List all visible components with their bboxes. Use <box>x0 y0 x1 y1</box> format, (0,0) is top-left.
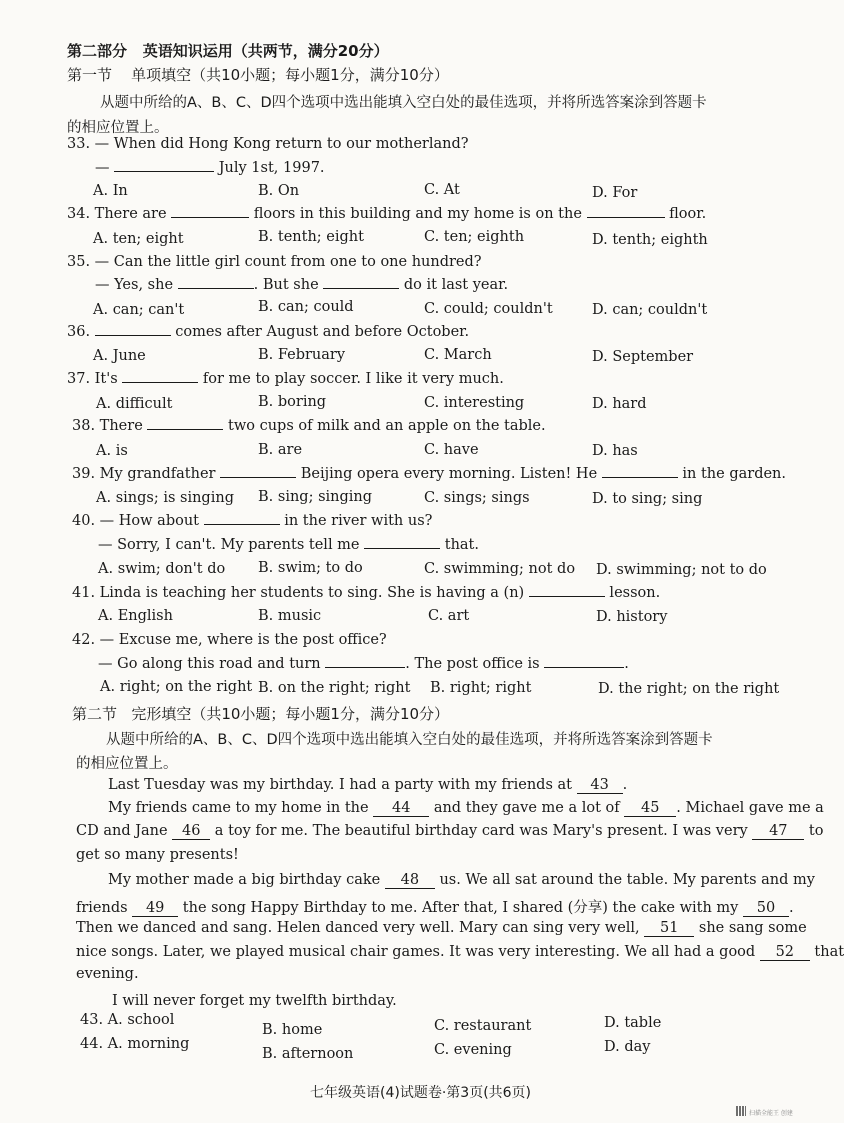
passage-line: I will never forget my twelfth birthday. <box>112 993 397 1009</box>
question-34: 34. There are floors in this building and my home is on the floor. <box>67 206 707 222</box>
q40-option-b: B. swim; to do <box>258 560 363 576</box>
q34-option-b: B. tenth; eight <box>258 229 364 245</box>
q40-option-c: C. swimming; not do <box>424 561 576 577</box>
blank <box>114 171 214 172</box>
q36-option-a: A. June <box>93 348 146 364</box>
passage-line: evening. <box>76 966 139 982</box>
q35-option-a: A. can; can't <box>93 302 185 318</box>
q39-option-d: D. to sing; sing <box>592 491 703 507</box>
q37-option-a: A. difficult <box>96 396 173 412</box>
q42-option-a: A. right; on the right <box>100 679 253 695</box>
passage-line: My friends came to my home in the 44 and they gave me a lot of 45 . Michael gave me a <box>108 800 824 816</box>
passage-line: Then we danced and sang. Helen danced very well. Mary can sing very well, 51 she sang some <box>76 920 807 936</box>
question-38: 38. There two cups of milk and an apple on the table. <box>72 418 546 434</box>
passage-line: get so many presents! <box>76 847 239 863</box>
section1-instruction-cont: 的相应位置上。 <box>67 120 169 136</box>
question-40: 40. — How about in the river with us? <box>72 513 433 529</box>
question-33: 33. — When did Hong Kong return to our motherland? <box>67 136 469 152</box>
q38-option-c: C. have <box>424 442 479 458</box>
q34-option-c: C. ten; eighth <box>424 229 525 245</box>
q39-option-b: B. sing; singing <box>258 489 373 505</box>
q33-option-b: B. On <box>258 183 300 199</box>
q34-option-a: A. ten; eight <box>93 231 184 247</box>
question-35: 35. — Can the little girl count from one to one hundred? <box>67 254 482 270</box>
section1-heading: 第一节 单项填空（共10小题；每小题1分，满分10分） <box>67 66 449 84</box>
part-title: 第二部分 英语知识运用（共两节，满分20分） <box>67 42 389 60</box>
question-36: 36. comes after August and before October. <box>67 324 470 340</box>
cloze-option: D. table <box>604 1015 662 1031</box>
cloze-option: C. evening <box>434 1042 512 1058</box>
q33-option-d: D. For <box>592 185 638 201</box>
cloze-option: D. day <box>604 1039 651 1055</box>
q36-option-d: D. September <box>592 349 694 365</box>
cloze-option-row: 44. A. morning <box>80 1036 190 1052</box>
q38-option-d: D. has <box>592 443 638 459</box>
q38-option-a: A. is <box>96 443 128 459</box>
q35-option-c: C. could; couldn't <box>424 301 553 317</box>
q33-option-c: C. At <box>424 182 460 198</box>
q40-option-a: A. swim; don't do <box>98 561 226 577</box>
q35-option-d: D. can; couldn't <box>592 302 708 318</box>
section2-heading: 第二节 完形填空（共10小题；每小题1分，满分10分） <box>72 705 450 723</box>
question-40-answer-line: — Sorry, I can't. My parents tell me that. <box>98 537 479 553</box>
passage-line: Last Tuesday was my birthday. I had a party with my friends at 43 . <box>108 777 628 793</box>
question-42: 42. — Excuse me, where is the post office? <box>72 632 387 648</box>
scanner-watermark: 扫描全能王 创建 <box>749 1110 793 1117</box>
q42-option-d: D. the right; on the right <box>598 681 780 697</box>
page-footer: 七年级英语(4)试题卷·第3页(共6页) <box>310 1085 532 1101</box>
q36-option-b: B. February <box>258 347 346 363</box>
q39-option-c: C. sings; sings <box>424 490 530 506</box>
q37-option-b: B. boring <box>258 394 327 410</box>
q34-option-d: D. tenth; eighth <box>592 232 708 248</box>
q41-option-b: B. music <box>258 608 322 624</box>
cloze-option: B. afternoon <box>262 1046 354 1062</box>
question-35-answer-line: — Yes, she . But she do it last year. <box>95 277 509 293</box>
q36-option-c: C. March <box>424 347 492 363</box>
question-39: 39. My grandfather Beijing opera every morning. Listen! He in the garden. <box>72 466 787 482</box>
q33-option-a: A. In <box>93 183 128 199</box>
q41-option-c: C. art <box>428 608 470 624</box>
q37-option-d: D. hard <box>592 396 647 412</box>
q37-option-c: C. interesting <box>424 395 525 411</box>
section2-instruction-cont: 的相应位置上。 <box>76 756 178 772</box>
q42-option-c: B. right; right <box>430 680 532 696</box>
question-37: 37. It's for me to play soccer. I like it very much. <box>67 371 504 387</box>
q42-option-b: B. on the right; right <box>258 680 411 696</box>
passage-line: My mother made a big birthday cake 48 us. We all sat around the table. My parents and my <box>108 872 815 888</box>
q39-option-a: A. sings; is singing <box>96 490 234 506</box>
cloze-option: C. restaurant <box>434 1018 532 1034</box>
passage-line: nice songs. Later, we played musical chair games. It was very interesting. We all had a good 52 that <box>76 944 844 960</box>
qr-code-icon <box>736 1106 746 1116</box>
cloze-option: B. home <box>262 1022 323 1038</box>
question-42-answer-line: — Go along this road and turn . The post office is . <box>98 656 629 672</box>
question-33-answer-line: — July 1st, 1997. <box>95 160 325 176</box>
q35-option-b: B. can; could <box>258 299 354 315</box>
passage-line: friends 49 the song Happy Birthday to me. After that, I shared (分享) the cake with my 50 . <box>76 900 794 916</box>
section1-instruction: 从题中所给的A、B、C、D四个选项中选出能填入空白处的最佳选项，并将所选答案涂到答题卡 <box>100 95 707 111</box>
section2-instruction: 从题中所给的A、B、C、D四个选项中选出能填入空白处的最佳选项，并将所选答案涂到答题卡 <box>106 732 713 748</box>
q41-option-d: D. history <box>596 609 668 625</box>
cloze-option-row: 43. A. school <box>80 1012 175 1028</box>
q38-option-b: B. are <box>258 442 303 458</box>
q40-option-d: D. swimming; not to do <box>596 562 767 578</box>
passage-line: CD and Jane 46 a toy for me. The beautiful birthday card was Mary's present. I was very 47 to <box>76 823 824 839</box>
q41-option-a: A. English <box>98 608 173 624</box>
question-41: 41. Linda is teaching her students to sing. She is having a (n) lesson. <box>72 585 661 601</box>
